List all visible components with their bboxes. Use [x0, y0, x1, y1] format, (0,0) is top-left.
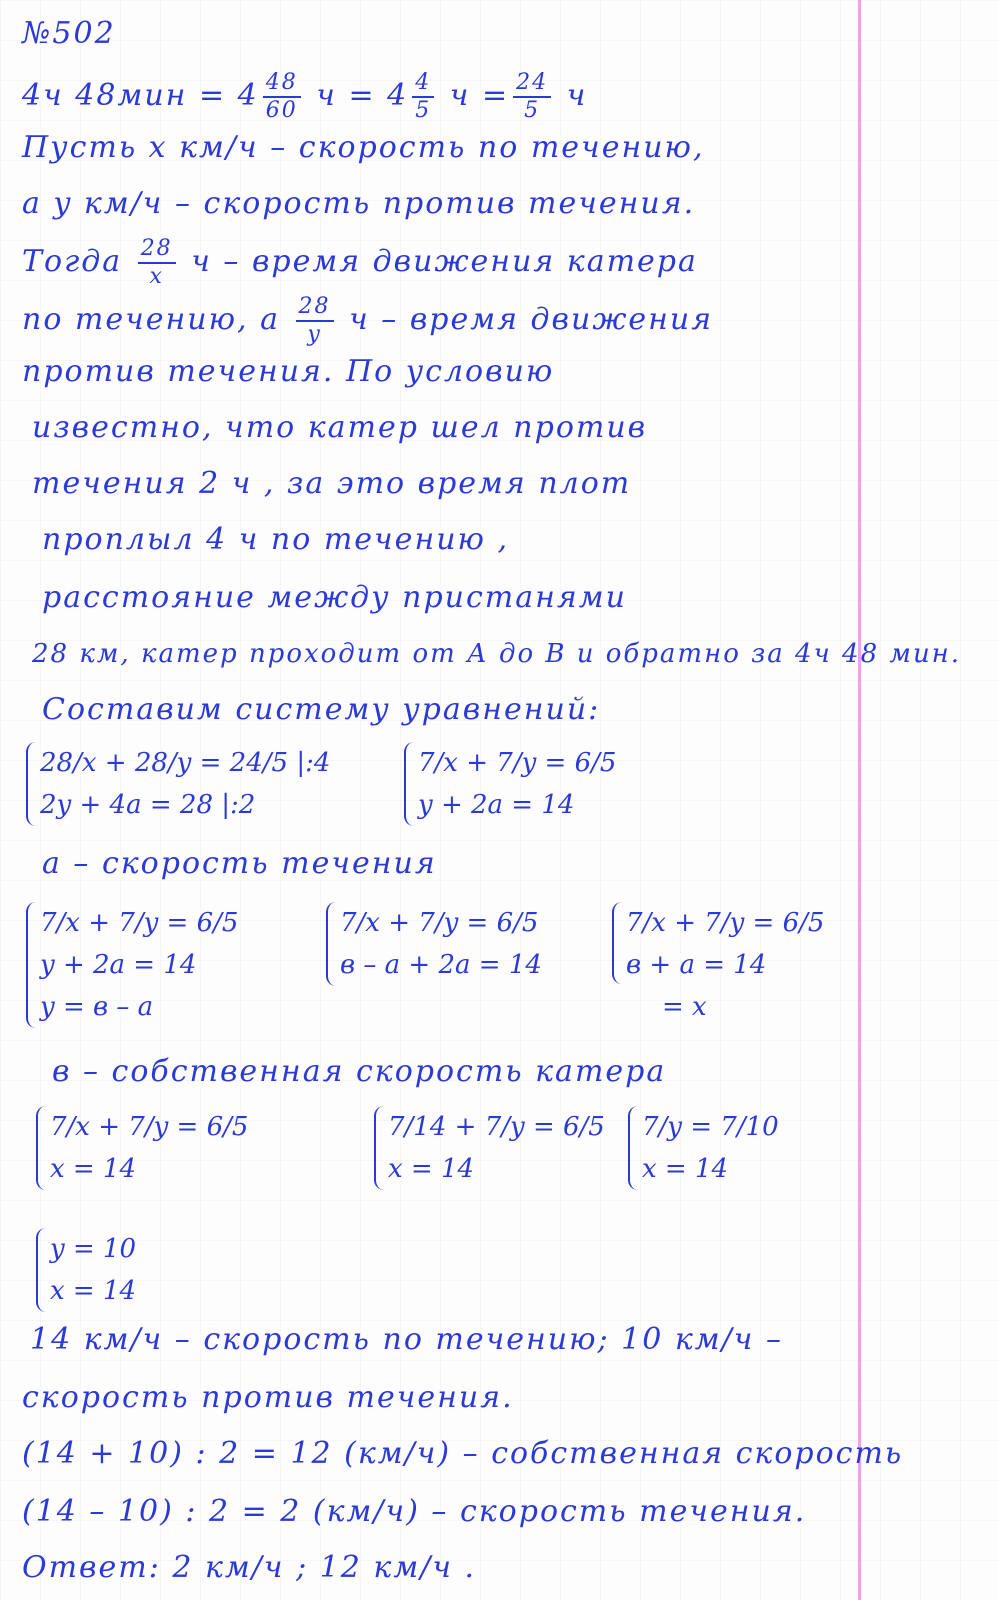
denominator: 60: [265, 98, 298, 123]
answer-line: Ответ: 2 км/ч ; 12 км/ч .: [22, 1550, 477, 1585]
equation-system: [340, 902, 542, 986]
text-line: скорость против течения.: [22, 1380, 514, 1415]
equation: 2y + 4a = 28 |:2: [40, 790, 256, 820]
text: ч – время движения катера: [191, 244, 698, 279]
brace: [374, 1106, 386, 1190]
numerator: 48: [263, 70, 301, 98]
equation: 7/14 + 7/y = 6/5: [388, 1112, 605, 1142]
fraction: [296, 294, 334, 348]
numerator: 4: [412, 70, 434, 98]
brace: [36, 1106, 48, 1190]
text: 4: [237, 78, 259, 113]
text: по течению, а: [22, 302, 280, 337]
numerator: 28: [138, 236, 176, 264]
text-line: (14 – 10) : 2 = 2 (км/ч) – скорость течения.: [22, 1494, 807, 1529]
text-line: а y км/ч – скорость против течения.: [22, 186, 696, 221]
text-line: расстояние между пристанями: [42, 580, 627, 615]
equation: x = 14: [642, 1154, 729, 1184]
text: ч =: [449, 78, 510, 113]
equation: 7/x + 7/y = 6/5: [40, 908, 239, 938]
text-line: Составим систему уравнений:: [42, 692, 601, 727]
fraction: [138, 236, 176, 290]
denominator: 5: [415, 98, 432, 123]
text-line: 14 км/ч – скорость по течению; 10 км/ч –: [30, 1322, 783, 1357]
fraction: [263, 70, 301, 124]
equation-system: [40, 742, 330, 826]
brace: [326, 902, 338, 986]
numerator: 28: [296, 294, 334, 322]
equation: 7/x + 7/y = 6/5: [418, 748, 617, 778]
text: 4ч 48мин =: [22, 78, 227, 113]
note: в – собственная скорость катера: [52, 1054, 667, 1089]
equation: в + а = 14: [626, 950, 767, 980]
equation: 7/x + 7/y = 6/5: [340, 908, 539, 938]
equation-system: [642, 1106, 779, 1190]
equation-system: [388, 1106, 605, 1190]
equation: y = в – а: [40, 992, 154, 1022]
equation: 7/y = 7/10: [642, 1112, 779, 1142]
numerator: 24: [513, 70, 551, 98]
text-line: 28 км, катер проходит от А до В и обратно за 4ч 48 мин.: [32, 639, 962, 669]
text-line: против течения. По условию: [22, 354, 555, 389]
text: Тогда: [22, 244, 123, 279]
equation: y = 10: [50, 1234, 137, 1264]
equation-system: [40, 902, 238, 1028]
equation: 7/x + 7/y = 6/5: [626, 908, 825, 938]
text: ч = 4: [316, 78, 409, 113]
text-line: [22, 236, 698, 290]
equation: 28/x + 28/y = 24/5 |:4: [40, 748, 331, 778]
fraction: [412, 70, 434, 124]
equation-system: [50, 1228, 136, 1312]
margin-line: [858, 0, 861, 1600]
text: ч: [566, 78, 588, 113]
text-line: (14 + 10) : 2 = 12 (км/ч) – собственная скорость: [22, 1436, 904, 1471]
equation-system: [626, 902, 824, 1028]
text: ч – время движения: [349, 302, 714, 337]
brace: [628, 1106, 640, 1190]
text-line: Пусть x км/ч – скорость по течению,: [22, 130, 705, 165]
text-line: [22, 294, 713, 348]
equation-system: [50, 1106, 248, 1190]
equation: x = 14: [50, 1276, 137, 1306]
brace: [26, 742, 38, 826]
problem-number: №502: [22, 16, 116, 51]
equation: x = 14: [50, 1154, 137, 1184]
fraction: [513, 70, 551, 124]
denominator: y: [307, 322, 322, 347]
brace: [612, 902, 624, 984]
note: а – скорость течения: [42, 846, 437, 881]
equation: x = 14: [388, 1154, 475, 1184]
time-conversion-line: [22, 70, 587, 124]
equation: = x: [662, 992, 707, 1022]
equation: в – а + 2а = 14: [340, 950, 542, 980]
equation: 7/x + 7/y = 6/5: [50, 1112, 249, 1142]
brace: [36, 1228, 48, 1312]
denominator: x: [149, 264, 164, 289]
text-line: проплыл 4 ч по течению ,: [42, 522, 510, 557]
equation-system: [418, 742, 616, 826]
denominator: 5: [524, 98, 541, 123]
equation: y + 2a = 14: [40, 950, 197, 980]
brace: [26, 902, 38, 1028]
brace: [404, 742, 416, 826]
equation: y + 2a = 14: [418, 790, 575, 820]
text-line: течения 2 ч , за это время плот: [32, 466, 632, 501]
text-line: известно, что катер шел против: [32, 410, 648, 445]
